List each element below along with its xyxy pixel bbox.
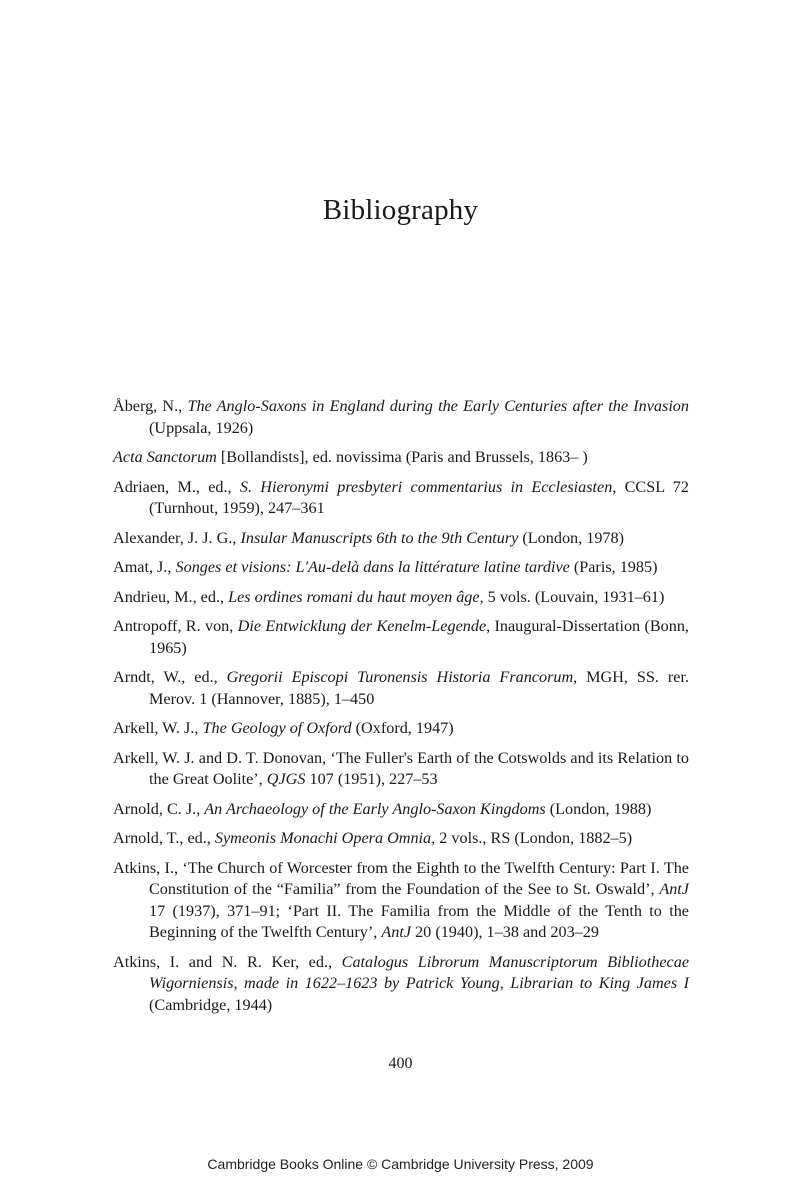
entry-title: An Archaeology of the Early Anglo-Saxon Kingdoms [204, 799, 546, 818]
entry-title: Symeonis Monachi Opera Omnia [214, 829, 432, 847]
entry-title: AntJ [659, 880, 689, 898]
bibliography-list [113, 396, 689, 1024]
entry-title: Gregorii Episcopi Turonensis Historia Francorum [226, 668, 574, 686]
bibliography-entry [113, 858, 689, 944]
bibliography-entry [113, 557, 689, 579]
entry-text: Amat, J., [113, 558, 176, 576]
entry-text: Åberg, N., [113, 397, 188, 415]
bibliography-entry [113, 477, 689, 520]
entry-title-secondary: AntJ [381, 923, 412, 941]
entry-title: The Anglo-Saxons in England during the Early Centuries after the Invasion [187, 397, 689, 415]
entry-tail: [Bollandists], ed. novissima (Paris and Brussels, 1863– ) [216, 448, 588, 466]
entry-tail: (London, 1978) [518, 528, 625, 547]
entry-text: Andrieu, M., ed., [113, 587, 229, 606]
entry-text: Arkell, W. J., [113, 719, 203, 737]
bibliography-entry [113, 528, 689, 550]
entry-tail: 17 (1937), 371–91; ‘Part II. The Familia from the Middle of the Tenth to the Beginning of the Twelfth Century’, [149, 901, 689, 941]
entry-tail: (Cambridge, 1944) [149, 995, 273, 1014]
entry-tail: , MGH, SS. rer. Merov. 1 (Hannover, 1885), 1–450 [149, 668, 689, 708]
entry-tail: , 2 vols., RS (London, 1882–5) [431, 829, 633, 847]
page-number: 400 [388, 1055, 413, 1072]
entry-tail: (London, 1988) [545, 799, 652, 818]
entry-text: Arndt, W., ed., [113, 668, 227, 686]
entry-title: Les ordines romani du haut moyen âge [228, 587, 480, 606]
entry-text: Atkins, I. and N. R. Ker, ed., [113, 952, 342, 971]
entry-tail: (Uppsala, 1926) [149, 418, 254, 437]
bibliography-entry [113, 799, 689, 821]
entry-tail: (Oxford, 1947) [351, 719, 454, 737]
bibliography-entry [113, 667, 689, 710]
entry-title: Insular Manuscripts 6th to the 9th Century [240, 528, 519, 547]
bibliography-entry [113, 616, 689, 659]
entry-tail: 107 (1951), 227–53 [305, 770, 438, 788]
entry-title: Songes et visions: L'Au-delà dans la littérature latine tardive [175, 558, 570, 576]
entry-text: Atkins, I., ‘The Church of Worcester from the Eighth to the Twelfth Century: Part I. The Constitution of the “Familia” from the Foundation of the See to St. Oswald’, [113, 858, 689, 898]
entry-text: Arnold, T., ed., [113, 829, 215, 847]
bibliography-entry [113, 952, 689, 1017]
bibliography-entry [113, 587, 689, 609]
entry-title: Die Entwicklung der Kenelm-Legende [237, 617, 487, 635]
entry-text: Antropoff, R. von, [113, 617, 238, 635]
copyright-footer: Cambridge Books Online © Cambridge University Press, 2009 [207, 1156, 594, 1172]
entry-title: S. Hieronymi presbyteri commentarius in Ecclesiasten [239, 477, 613, 496]
entry-tail: , Inaugural-Dissertation (Bonn, 1965) [149, 617, 689, 657]
entry-tail: , 5 vols. (Louvain, 1931–61) [479, 587, 665, 606]
bibliography-entry [113, 396, 689, 439]
bibliography-entry [113, 447, 689, 469]
entry-tail: , CCSL 72 (Turnhout, 1959), 247–361 [149, 477, 689, 517]
entry-tail-secondary: 20 (1940), 1–38 and 203–29 [411, 923, 599, 941]
bibliography-entry [113, 718, 689, 740]
entry-text: Alexander, J. J. G., [113, 528, 241, 547]
bibliography-entry [113, 828, 689, 850]
bibliography-entry [113, 748, 689, 791]
entry-title: The Geology of Oxford [202, 719, 352, 737]
entry-title: Catalogus Librorum Manuscriptorum Bibliothecae Wigorniensis, made in 1622–1623 by Patrick Young, Librarian to King James I [149, 952, 689, 992]
entry-text: Adriaen, M., ed., [113, 477, 240, 496]
entry-text: Arkell, W. J. and D. T. Donovan, ‘The Fuller's Earth of the Cotswolds and its Relation to the Great Oolite’, [113, 748, 689, 788]
entry-text: Arnold, C. J., [113, 799, 205, 818]
entry-tail: (Paris, 1985) [569, 558, 658, 576]
page-title: Bibliography [322, 194, 479, 226]
entry-title: QJGS [266, 770, 306, 788]
entry-title: Acta Sanctorum [113, 448, 217, 466]
